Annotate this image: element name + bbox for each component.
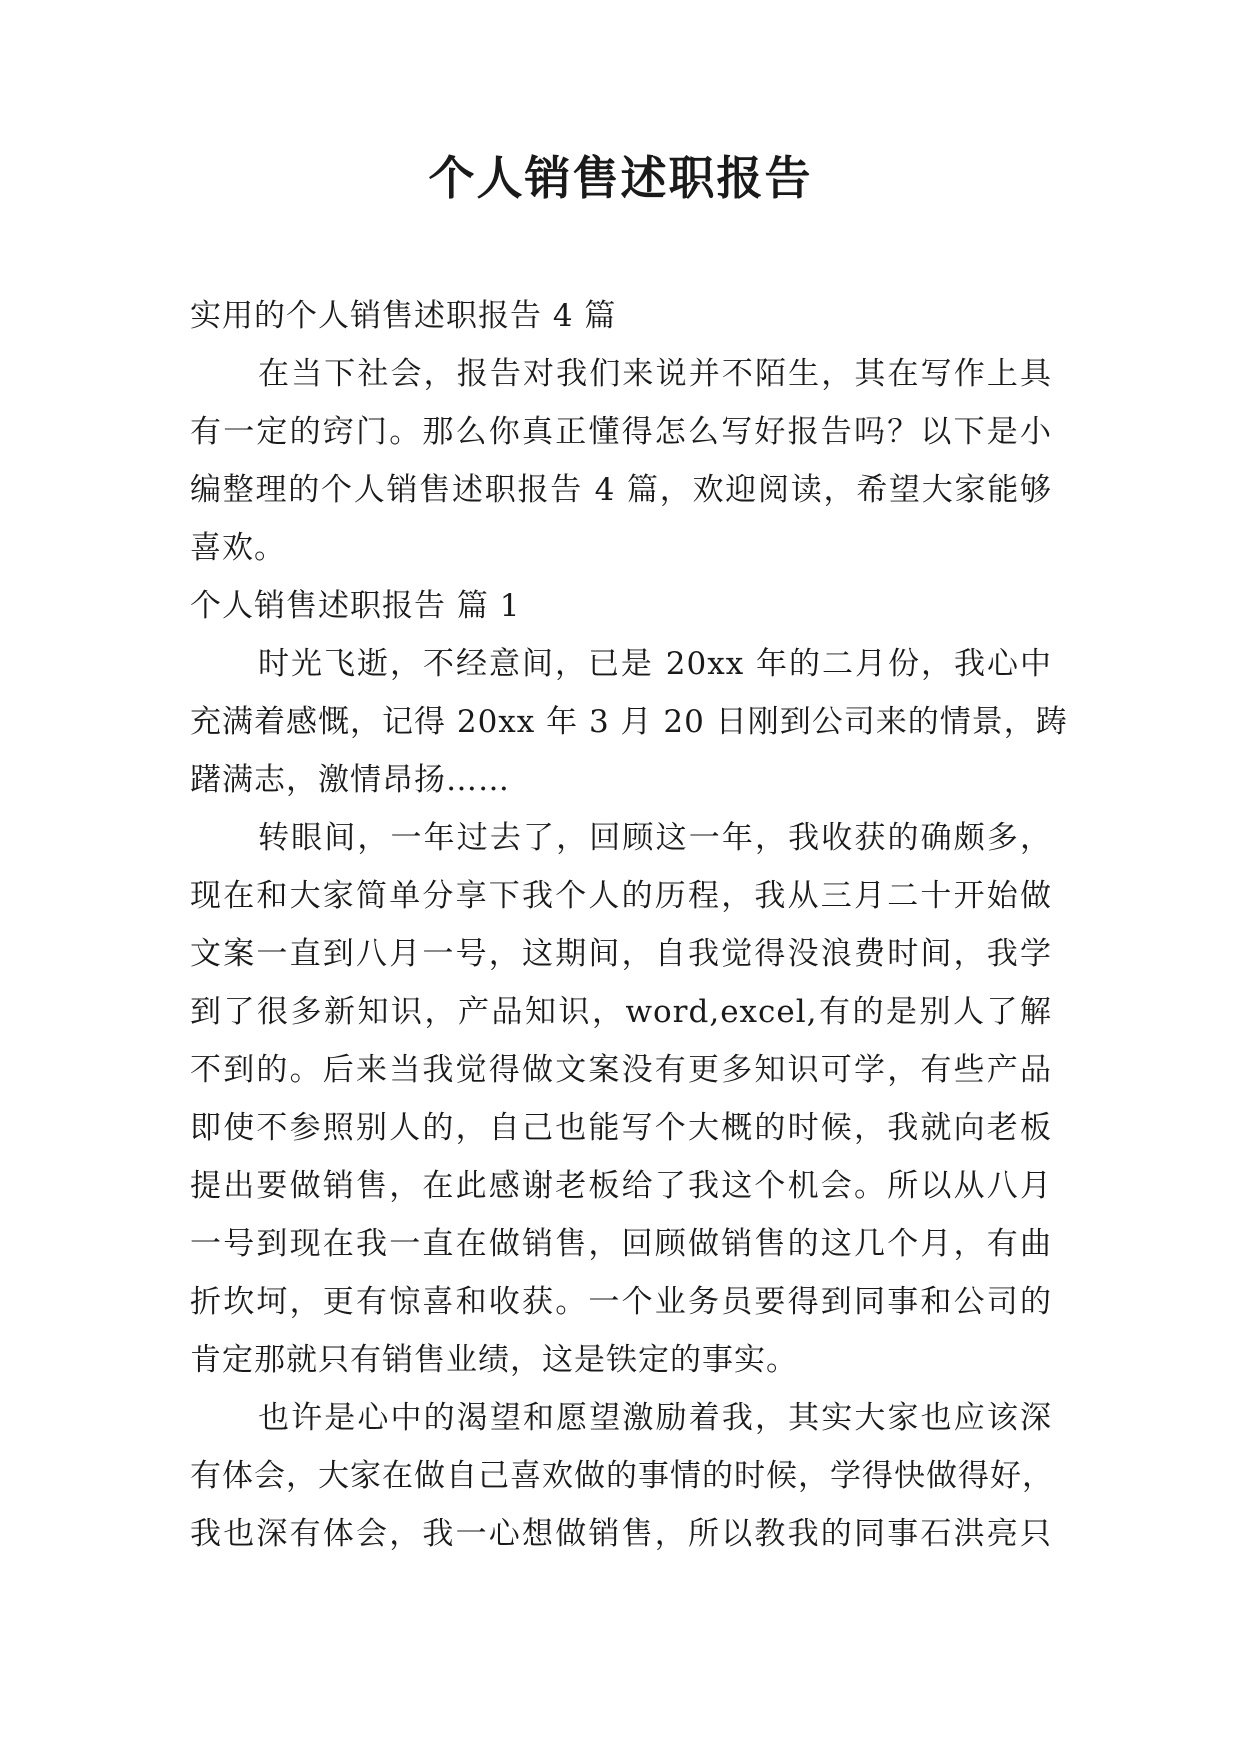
- paragraph-line: 有一定的窍门。那么你真正懂得怎么写好报告吗？以下是小: [190, 414, 1052, 450]
- paragraph-line: 转眼间，一年过去了，回顾这一年，我收获的确颇多，: [258, 820, 1052, 856]
- paragraph-line: 喜欢。: [190, 530, 286, 566]
- document-body: [190, 287, 1068, 1563]
- paragraph-line: 现在和大家简单分享下我个人的历程，我从三月二十开始做: [190, 878, 1052, 914]
- paragraph-line: 有体会，大家在做自己喜欢做的事情的时候，学得快做得好，: [190, 1458, 1054, 1494]
- paragraph-line: 到了很多新知识，产品知识，word,excel,有的是别人了解: [190, 994, 1052, 1030]
- paragraph-line: 躇满志，激情昂扬……: [190, 762, 510, 798]
- paragraph-line: 充满着感慨，记得 20xx 年 3 月 20 日刚到公司来的情景，踌: [190, 704, 1068, 740]
- subtitle-line: 实用的个人销售述职报告 4 篇: [190, 298, 617, 334]
- paragraph-line: 时光飞逝，不经意间，已是 20xx 年的二月份，我心中: [258, 646, 1052, 682]
- paragraph-line: 也许是心中的渴望和愿望激励着我，其实大家也应该深: [258, 1400, 1052, 1436]
- paragraph-line: 我也深有体会，我一心想做销售，所以教我的同事石洪亮只: [190, 1516, 1052, 1552]
- paragraph-line: 文案一直到八月一号，这期间，自我觉得没浪费时间，我学: [190, 936, 1052, 972]
- paragraph-line: 提出要做销售，在此感谢老板给了我这个机会。所以从八月: [190, 1168, 1052, 1204]
- paragraph-line: 一号到现在我一直在做销售，回顾做销售的这几个月，有曲: [190, 1226, 1052, 1262]
- paragraph-line: 肯定那就只有销售业绩，这是铁定的事实。: [190, 1342, 798, 1378]
- paragraph-line: 折坎坷，更有惊喜和收获。一个业务员要得到同事和公司的: [190, 1284, 1052, 1320]
- paragraph-line: 在当下社会，报告对我们来说并不陌生，其在写作上具: [258, 356, 1052, 392]
- paragraph-line: 不到的。后来当我觉得做文案没有更多知识可学，有些产品: [190, 1052, 1052, 1088]
- paragraph-line: 编整理的个人销售述职报告 4 篇，欢迎阅读，希望大家能够: [190, 472, 1052, 508]
- section-heading: 个人销售述职报告 篇 1: [190, 588, 521, 624]
- paragraph-line: 即使不参照别人的，自己也能写个大概的时候，我就向老板: [190, 1110, 1052, 1146]
- document-title: 个人销售述职报告: [428, 151, 813, 205]
